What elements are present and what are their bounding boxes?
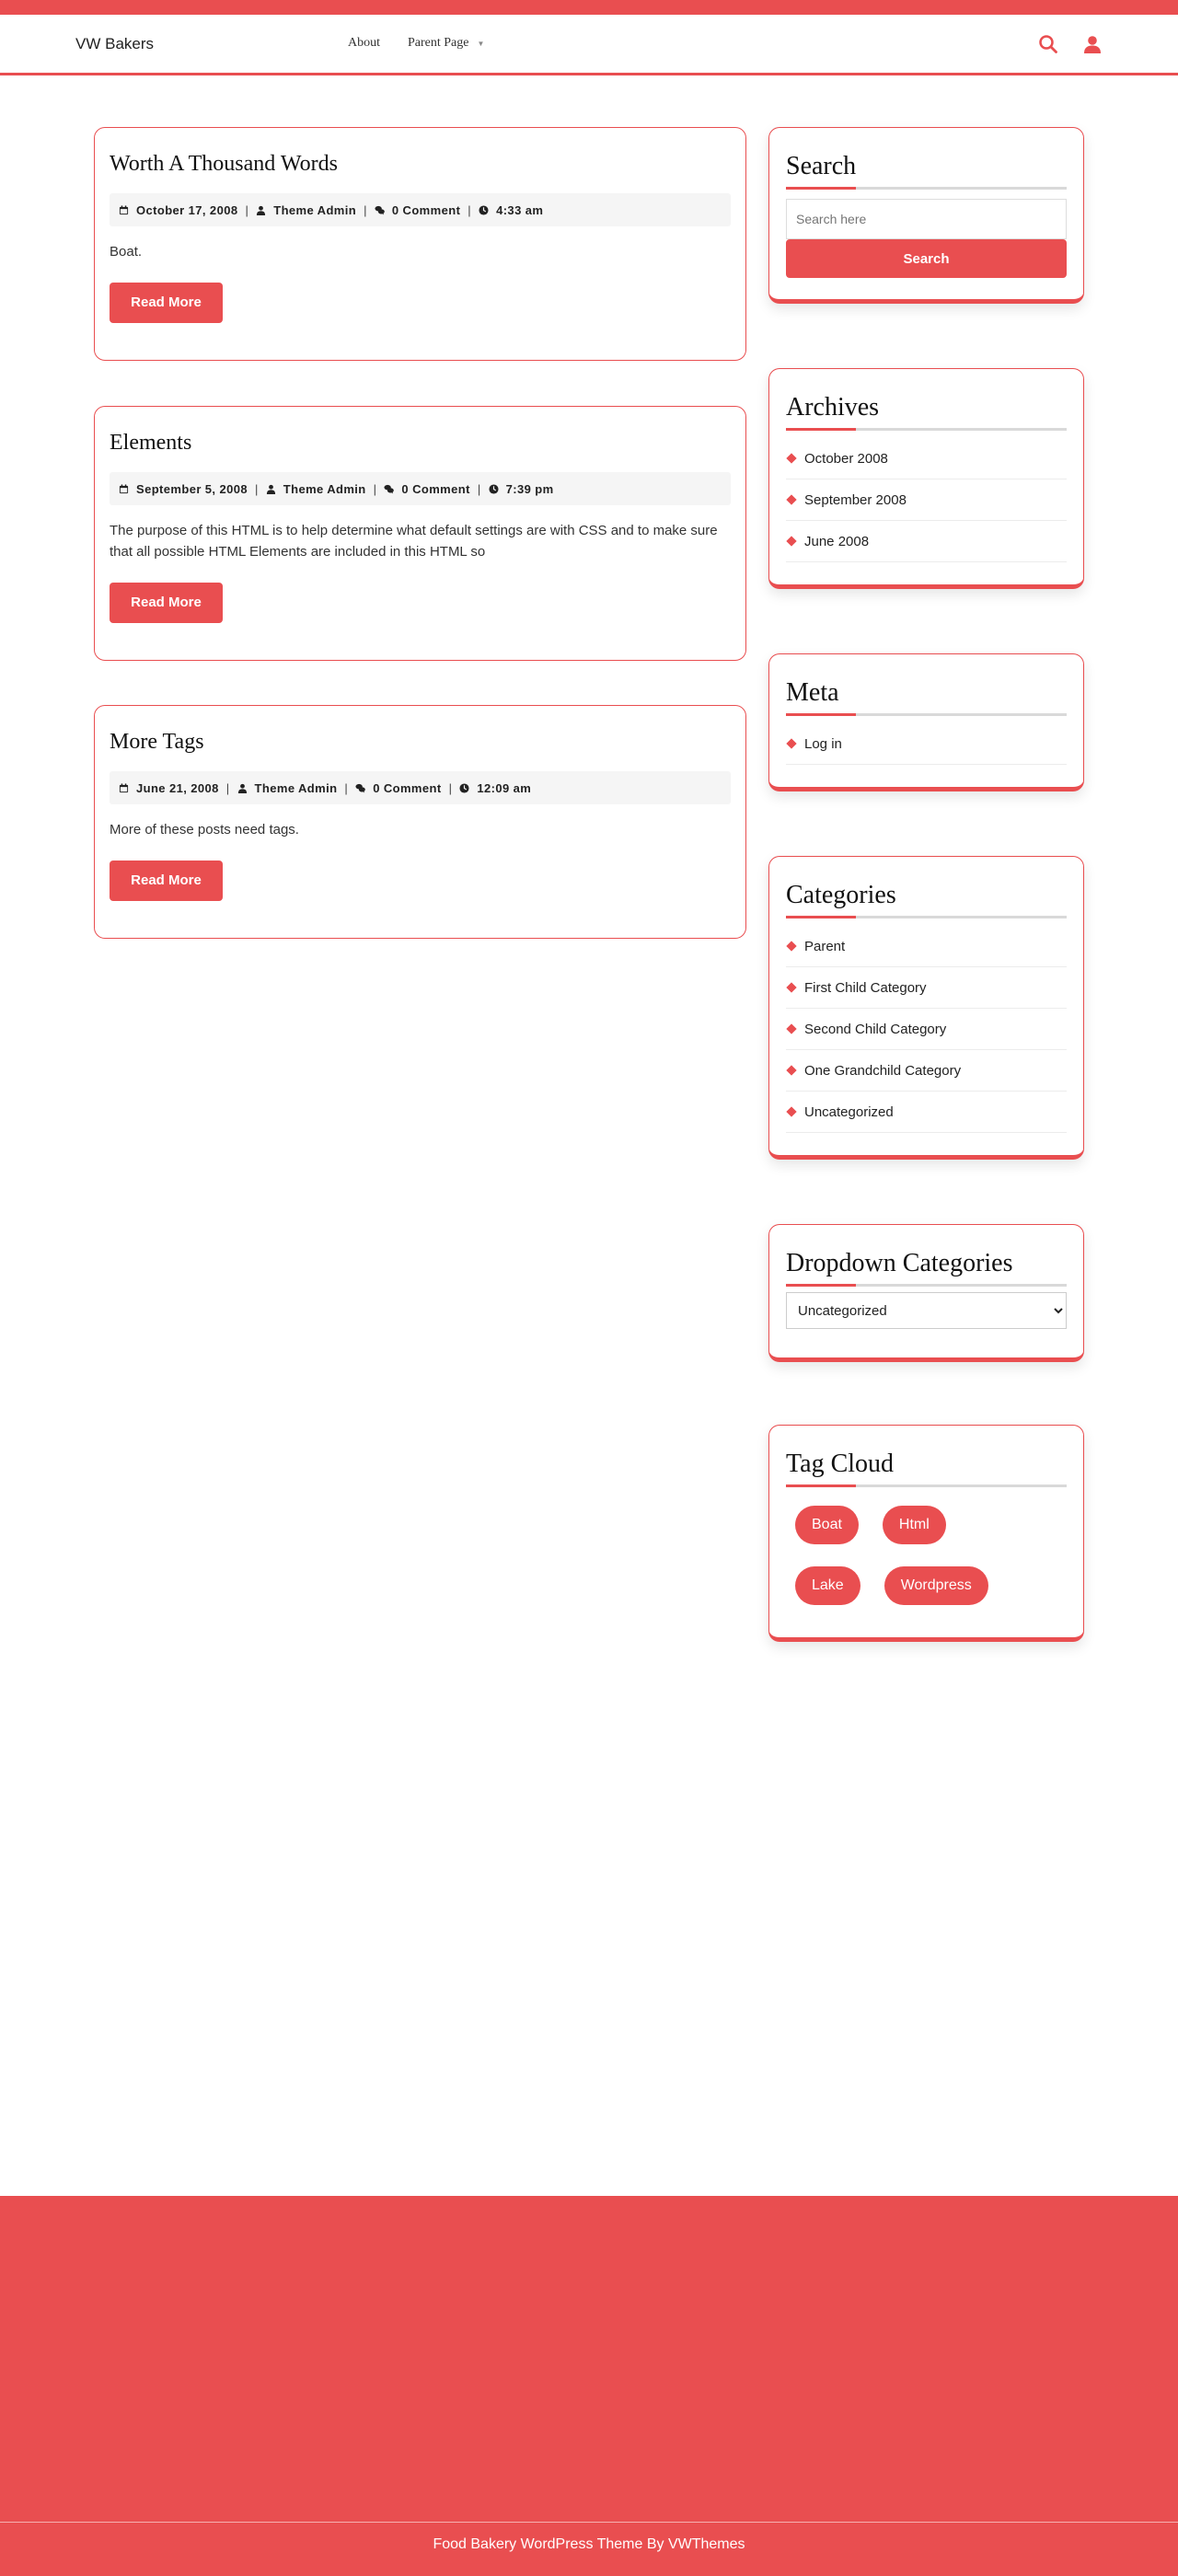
post-date[interactable] (119, 203, 237, 217)
category-link[interactable]: First Child Category (804, 979, 927, 996)
footer-divider (0, 2522, 1178, 2523)
post-time (479, 203, 543, 217)
list-item[interactable] (786, 1009, 1067, 1050)
search-icon[interactable] (1037, 33, 1059, 55)
post-time (459, 781, 531, 795)
read-more-button[interactable]: Read More (110, 861, 223, 901)
widget-title: Tag Cloud (786, 1450, 895, 1478)
meta-separator: | (364, 202, 367, 217)
title-underline (786, 428, 1067, 431)
diamond-bullet-icon (786, 536, 796, 546)
user-icon (266, 484, 276, 494)
meta-widget (768, 653, 1084, 791)
post-card (94, 705, 746, 939)
post-card (94, 406, 746, 661)
meta-list (786, 723, 1067, 765)
post-meta (110, 472, 731, 505)
title-underline (786, 916, 1067, 918)
list-item[interactable] (786, 438, 1067, 479)
calendar-icon (119, 783, 129, 793)
title-underline (786, 1484, 1067, 1487)
post-time (489, 482, 554, 496)
category-link[interactable]: Parent (804, 938, 846, 954)
list-item[interactable] (786, 723, 1067, 765)
diamond-bullet-icon (786, 494, 796, 504)
diamond-bullet-icon (786, 982, 796, 992)
site-footer (0, 2196, 1178, 2576)
post-comments-text: 0 Comment (391, 202, 461, 217)
post-author[interactable] (256, 203, 356, 217)
site-header (0, 15, 1178, 75)
post-comments[interactable] (375, 203, 460, 217)
post-excerpt: More of these posts need tags. (110, 822, 299, 837)
calendar-icon (119, 205, 129, 215)
search-input[interactable] (786, 199, 1067, 239)
post-date[interactable] (119, 482, 248, 496)
clock-icon (459, 783, 469, 793)
user-icon (256, 205, 266, 215)
meta-separator: | (373, 481, 377, 496)
post-author[interactable] (237, 781, 338, 795)
dropdown-categories-widget (768, 1224, 1084, 1362)
title-underline (786, 1284, 1067, 1287)
post-title[interactable]: Worth A Thousand Words (110, 152, 338, 176)
meta-separator: | (344, 780, 349, 795)
category-link[interactable]: One Grandchild Category (804, 1062, 962, 1079)
post-comments[interactable] (355, 781, 441, 795)
tag-cloud-widget (768, 1425, 1084, 1642)
list-item[interactable] (786, 1050, 1067, 1092)
meta-separator: | (254, 481, 259, 496)
diamond-bullet-icon (786, 941, 796, 951)
categories-widget (768, 856, 1084, 1160)
post-meta (110, 771, 731, 804)
archive-link[interactable]: October 2008 (804, 450, 888, 467)
post-date-text: September 5, 2008 (136, 481, 248, 496)
tag-wordpress[interactable]: Wordpress (884, 1566, 988, 1605)
nav-item-parent-page[interactable] (408, 36, 484, 51)
chevron-down-icon: ▼ (477, 39, 485, 48)
post-excerpt: Boat. (110, 244, 143, 260)
clock-icon (479, 205, 489, 215)
tag-boat[interactable]: Boat (795, 1506, 859, 1544)
top-accent-bar (0, 0, 1178, 15)
widget-title: Categories (786, 881, 896, 909)
search-button[interactable]: Search (786, 239, 1067, 278)
comments-icon (375, 205, 385, 215)
post-comments-text: 0 Comment (401, 481, 470, 496)
post-author-text: Theme Admin (254, 780, 338, 795)
read-more-button[interactable]: Read More (110, 583, 223, 623)
post-title[interactable]: More Tags (110, 730, 204, 754)
tag-list (786, 1506, 1025, 1605)
category-link[interactable]: Uncategorized (804, 1103, 894, 1120)
user-icon[interactable] (1081, 33, 1103, 55)
widget-title: Search (786, 152, 857, 180)
list-item[interactable] (786, 967, 1067, 1009)
meta-separator: | (448, 780, 453, 795)
title-underline (786, 713, 1067, 716)
read-more-button[interactable]: Read More (110, 283, 223, 323)
post-excerpt: The purpose of this HTML is to help determine what default settings are with CSS and to make sure that all possible HTML Elements are included in this HTML so (110, 523, 718, 560)
list-item[interactable] (786, 926, 1067, 967)
list-item[interactable] (786, 521, 1067, 562)
post-comments-text: 0 Comment (373, 780, 442, 795)
post-date[interactable] (119, 781, 219, 795)
calendar-icon (119, 484, 129, 494)
list-item[interactable] (786, 479, 1067, 521)
post-time-text: 4:33 am (496, 202, 544, 217)
nav-item-about[interactable] (348, 36, 380, 51)
diamond-bullet-icon (786, 453, 796, 463)
post-time-text: 7:39 pm (505, 481, 554, 496)
post-date-text: October 17, 2008 (136, 202, 238, 217)
meta-separator: | (468, 202, 472, 217)
nav-label: Parent Page (408, 36, 469, 50)
title-underline (786, 187, 1067, 190)
copyright-text[interactable]: Food Bakery WordPress Theme By VWThemes (433, 2536, 745, 2552)
meta-separator: | (477, 481, 481, 496)
categories-list (786, 926, 1067, 1133)
archive-link[interactable]: September 2008 (804, 491, 907, 508)
meta-separator: | (245, 202, 249, 217)
archive-link[interactable]: June 2008 (804, 533, 870, 549)
post-author-text: Theme Admin (273, 202, 357, 217)
category-link[interactable]: Second Child Category (804, 1021, 947, 1037)
archives-widget (768, 368, 1084, 589)
search-widget (768, 127, 1084, 304)
tag-lake[interactable]: Lake (795, 1566, 860, 1605)
post-title[interactable]: Elements (110, 431, 192, 455)
post-time-text: 12:09 am (477, 780, 532, 795)
comments-icon (355, 783, 365, 793)
nav-label: About (348, 36, 380, 50)
tag-html[interactable]: Html (883, 1506, 946, 1544)
clock-icon (489, 484, 499, 494)
post-meta (110, 193, 731, 226)
diamond-bullet-icon (786, 1023, 796, 1034)
post-author-text: Theme Admin (283, 481, 366, 496)
comments-icon (384, 484, 394, 494)
diamond-bullet-icon (786, 738, 796, 748)
post-date-text: June 21, 2008 (136, 780, 219, 795)
widget-title: Archives (786, 393, 880, 422)
main-nav (348, 36, 484, 51)
login-link[interactable]: Log in (804, 735, 842, 752)
list-item[interactable] (786, 1092, 1067, 1133)
diamond-bullet-icon (786, 1106, 796, 1116)
widget-title: Dropdown Categories (786, 1249, 1013, 1277)
category-select[interactable] (786, 1292, 1067, 1329)
post-comments[interactable] (384, 482, 469, 496)
site-brand[interactable]: VW Bakers (75, 35, 155, 52)
archives-list (786, 438, 1067, 562)
meta-separator: | (225, 780, 230, 795)
widget-title: Meta (786, 678, 839, 707)
diamond-bullet-icon (786, 1065, 796, 1075)
user-icon (237, 783, 248, 793)
post-author[interactable] (266, 482, 366, 496)
post-card (94, 127, 746, 361)
